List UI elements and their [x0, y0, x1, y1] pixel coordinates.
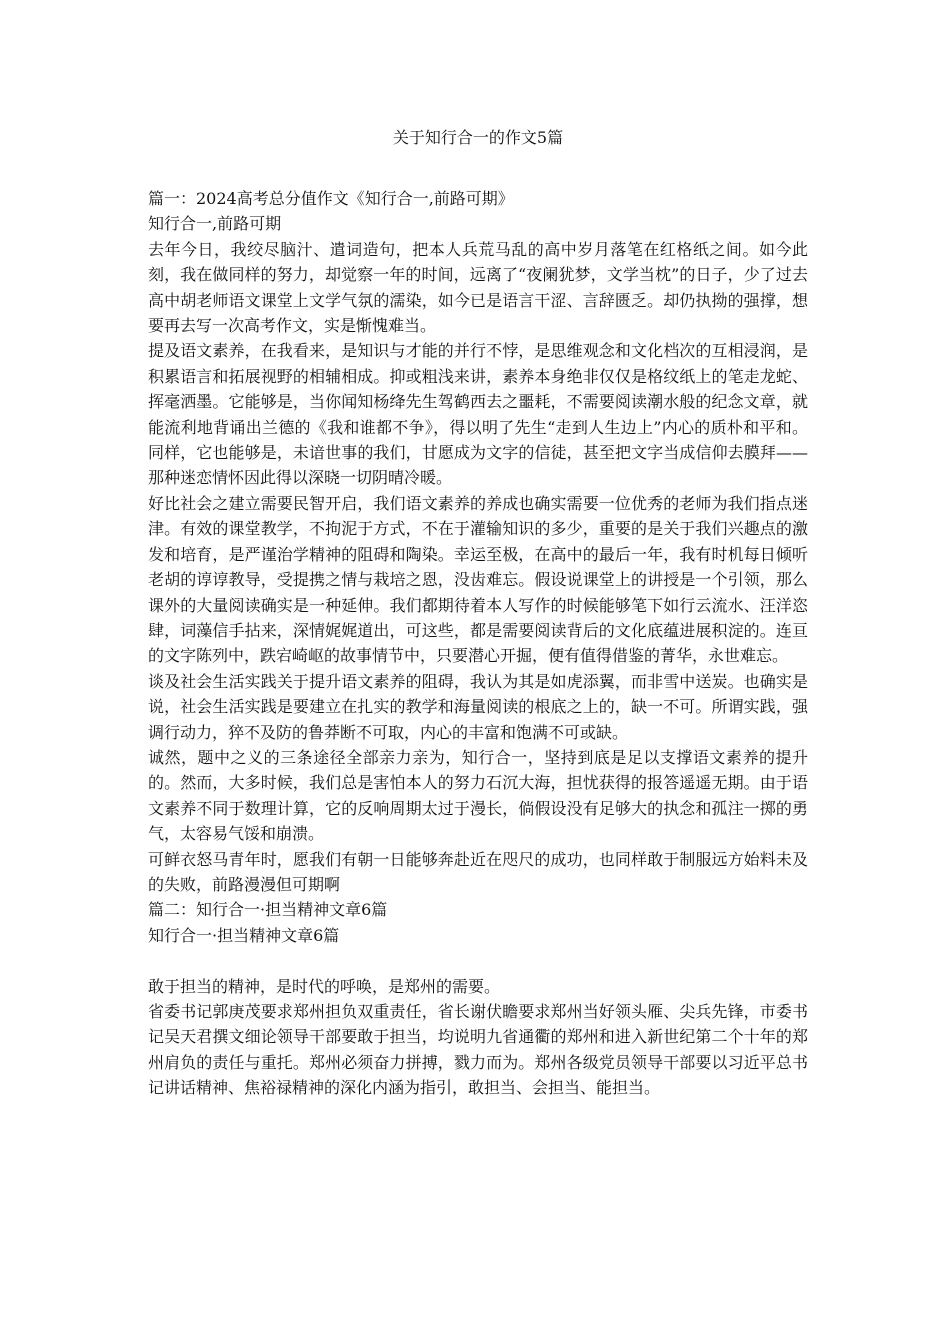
section-one — [148, 186, 808, 897]
paragraph: 好比社会之建立需要民智开启，我们语文素养的养成也确实需要一位优秀的老师为我们指点迷津。有效的课堂教学，不拘泥于方式，不在于灌输知识的多少，重要的是关于我们兴趣点的激发和培育，是严谨治学精神的阻碍和陶染。幸运至极，在高中的最后一年，我有时机每日倾听老胡的谆谆教导，受提携之情与栽培之恩，没齿难忘。假设说课堂上的讲授是一个引领，那么课外的大量阅读确实是一种延伸。我们都期待着本人写作的时候能够笔下如行云流水、汪洋恣肆，词藻信手拈来，深情娓娓道出，可这些，都是需要阅读背后的文化底蕴进展积淀的。连亘的文字陈列中，跌宕崎岖的故事情节中，只要潜心开掘，便有值得借鉴的菁华，永世难忘。 — [148, 493, 808, 666]
paragraph: 诚然，题中之义的三条途径全部亲力亲为，知行合一，坚持到底是足以支撑语文素养的提升的。然而，大多时候，我们总是害怕本人的努力石沉大海，担忧获得的报答遥遥无期。由于语文素养不同于数理计算，它的反响周期太过于漫长，倘假设没有足够大的执念和孤注一掷的勇气，太容易气馁和崩溃。 — [148, 747, 808, 844]
paragraph: 可鲜衣怒马青年时，愿我们有朝一日能够奔赴近在咫尺的成功，也同样敢于制服远方始料未及的失败，前路漫漫但可期啊 — [148, 849, 808, 894]
paragraph: 去年今日，我绞尽脑汁、遣词造句，把本人兵荒马乱的高中岁月落笔在红格纸之间。如今此刻，我在做同样的努力，却觉察一年的时间，远离了“夜阑犹梦，文学当枕”的日子，少了过去高中胡老师语文课堂上文学气氛的濡染，如今已是语言干涩、言辞匮乏。却仍执拗的强撑，想要再去写一次高考作文，实是惭愧难当。 — [148, 239, 808, 336]
paragraph: 省委书记郭庚茂要求郑州担负双重责任，省长谢伏瞻要求郑州当好领头雁、尖兵先锋，市委书记吴天君撰文细论领导干部要敢于担当，均说明九省通衢的郑州和进入新世纪第二个十年的郑州肩负的责任与重托。郑州必须奋力拼搏，戮力而为。郑州各级党员领导干部要以习近平总书记讲话精神、焦裕禄精神的深化内涵为指引，敢担当、会担当、能担当。 — [148, 1001, 808, 1098]
paragraph: 谈及社会生活实践关于提升语文素养的阻碍，我认为其是如虎添翼，而非雪中送炭。也确实是说，社会生活实践是要建立在扎实的教学和海量阅读的根底之上的，缺一不可。所谓实践，强调行动力，猝不及防的鲁莽断不可取，内心的丰富和饱满不可或缺。 — [148, 671, 808, 742]
section-two-subtitle: 知行合一·担当精神文章6篇 — [148, 925, 340, 945]
section-one-heading: 篇一：2024高考总分值作文《知行合一,前路可期》 — [148, 189, 514, 208]
document-page — [148, 126, 808, 1101]
document-title: 关于知行合一的作文5篇 — [392, 128, 564, 147]
section-two-heading: 篇二：知行合一·担当精神文章6篇 — [148, 900, 388, 920]
section-two — [148, 897, 808, 1100]
section-one-subtitle: 知行合一,前路可期 — [148, 214, 282, 234]
paragraph: 提及语文素养，在我看来，是知识与才能的并行不悖，是思维观念和文化档次的互相浸润，是积累语言和拓展视野的相辅相成。抑或粗浅来讲，素养本身绝非仅仅是格纹纸上的笔走龙蛇、挥毫洒墨。它能够是，当你闻知杨绛先生驾鹤西去之噩耗，不需要阅读潮水般的纪念文章，就能流利地背诵出兰德的《我和谁都不争》，得以明了先生“走到人生边上”内心的质朴和平和。同样，它也能够是，未谙世事的我们，甘愿成为文字的信徒，甚至把文字当成信仰去膜拜——那种迷恋情怀因此得以深晓一切阴晴冷暖。 — [148, 341, 808, 488]
blank-line — [148, 948, 808, 973]
paragraph: 敢于担当的精神，是时代的呼唤，是郑州的需要。 — [148, 976, 501, 996]
